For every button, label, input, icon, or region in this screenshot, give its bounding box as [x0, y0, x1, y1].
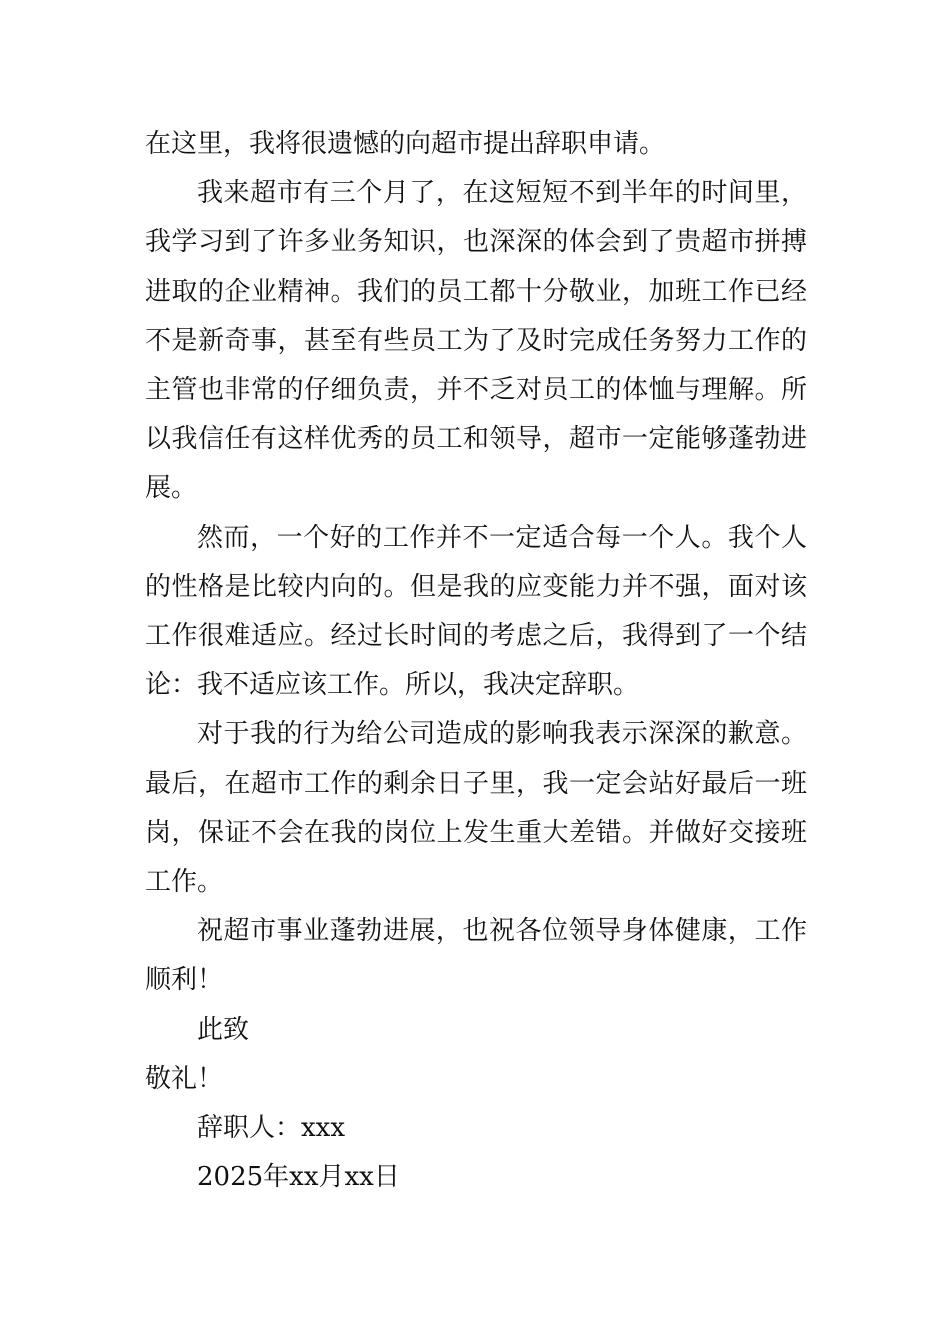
date-line: 2025年xx月xx日 [197, 1162, 400, 1193]
body-paragraph: 我来超市有三个月了，在这短短不到半年的时间里，我学习到了许多业务知识，也深深的体会到了贵超市拼搏进取的企业精神。我们的员工都十分敬业，加班工作已经不是新奇事，甚至有些员工为了及时完成任务努力工作的主管也非常的仔细负责，并不乏对员工的体恤与理解。所以我信任有这样优秀的员工和领导，超市一定能够蓬勃进展。 [145, 178, 807, 504]
body-paragraph: 然而，一个好的工作并不一定适合每一个人。我个人的性格是比较内向的。但是我的应变能力并不强，面对该工作很难适应。经过长时间的考虑之后，我得到了一个结论：我不适应该工作。所以，我决定辞职。 [145, 522, 807, 701]
salutation: 敬礼！ [145, 1063, 224, 1094]
wishes-paragraph: 祝超市事业蓬勃进展，也祝各位领导身体健康，工作顺利！ [145, 916, 807, 996]
signature-line: 辞职人：xxx [197, 1113, 345, 1144]
letter-body [145, 120, 807, 1202]
body-paragraph: 对于我的行为给公司造成的影响我表示深深的歉意。最后，在超市工作的剩余日子里，我一定会站好最后一班岗，保证不会在我的岗位上发生重大差错。并做好交接班工作。 [145, 719, 807, 898]
opening-paragraph: 在这里，我将很遗憾的向超市提出辞职申请。 [145, 129, 666, 159]
closing-phrase: 此致 [197, 1014, 250, 1045]
